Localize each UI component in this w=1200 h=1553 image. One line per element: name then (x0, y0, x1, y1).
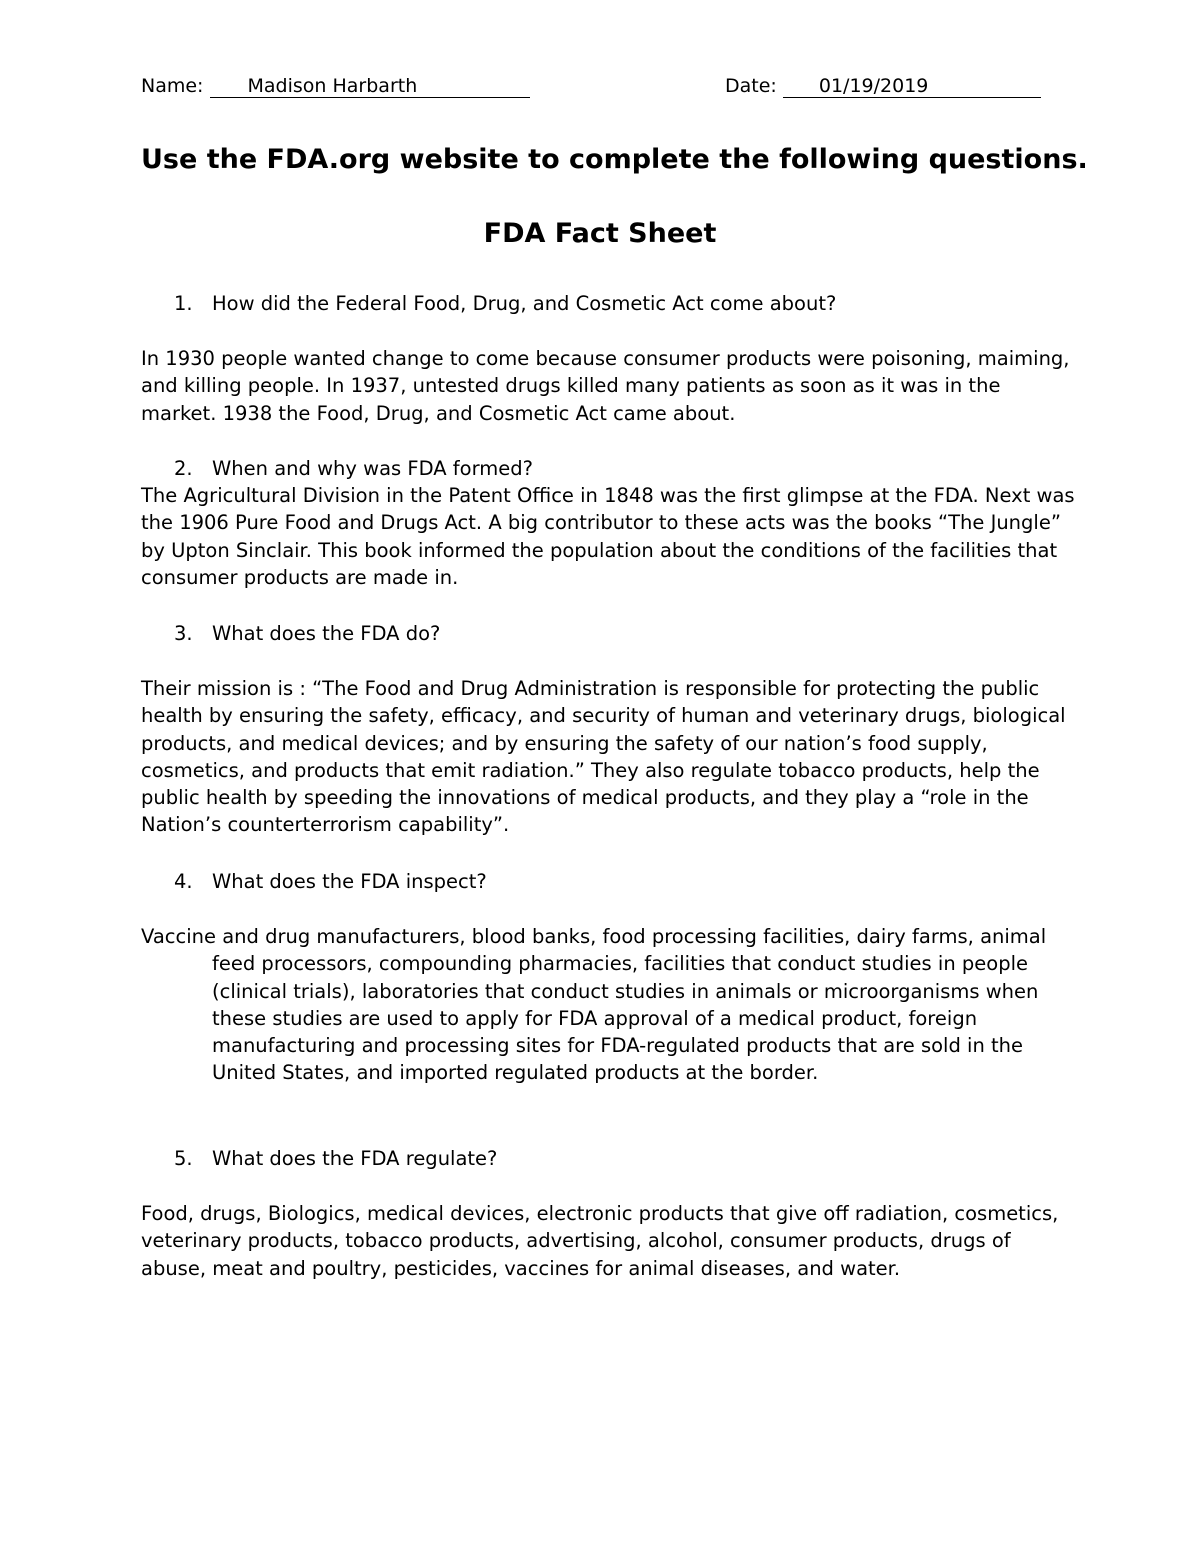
question-text: What does the FDA do? (212, 622, 441, 645)
answer-1: In 1930 people wanted change to come because consumer products were poisoning, maiming, and killing people. In 1937, untested drugs killed many patients as soon as it was in the market. 1938 the Food, Drug, and Cosmetic Act came about. (141, 347, 1070, 425)
question-number: 2. (174, 457, 193, 480)
question-number: 3. (174, 622, 193, 645)
question-text: What does the FDA regulate? (212, 1147, 498, 1170)
question-2 (174, 455, 1074, 482)
answer-4: Vaccine and drug manufacturers, blood banks, food processing facilities, dairy farms, animal feed processors, compounding pharmacies, facilities that conduct studies in people (clinical trials), laboratories that conduct studies in animals or microorganisms when these studies are used to apply for FDA approval of a medical product, foreign manufacturing and processing sites for FDA-regulated products that are sold in the United States, and imported regulated products at the border. (141, 925, 1047, 1085)
header-row (141, 72, 1061, 102)
answer-3: Their mission is : “The Food and Drug Administration is responsible for protecting the public health by ensuring the safety, efficacy, and security of human and veterinary drugs, biological products, and medical devices; and by ensuring the safety of our nation’s food supply, cosmetics, and products that emit radiation.” They also regulate tobacco products, help the public health by speeding the innovations of medical products, and they play a “role in the Nation’s counterterrorism capability”. (141, 677, 1066, 837)
question-3 (174, 620, 1074, 647)
date-field (725, 72, 1041, 100)
question-5 (174, 1145, 1074, 1172)
question-1 (174, 290, 1074, 317)
question-number: 1. (174, 292, 193, 315)
question-4 (174, 868, 1074, 895)
name-field (141, 72, 530, 100)
answer-5: Food, drugs, Biologics, medical devices, electronic products that give off radiation, cosmetics, veterinary products, tobacco products, advertising, alcohol, consumer products, drugs of abuse, meat and poultry, pesticides, vaccines for animal diseases, and water. (141, 1202, 1059, 1280)
name-value: Madison Harbarth (210, 75, 530, 98)
answer-2: The Agricultural Division in the Patent Office in 1848 was the first glimpse at the FDA. Next was the 1906 Pure Food and Drugs Act. A big contributor to these acts was the books “The Jungle” by Upton Sinclair. This book informed the population about the conditions of the facilities that consumer products are made in. (141, 484, 1075, 589)
name-label: Name: (141, 75, 204, 97)
question-text: When and why was FDA formed? (212, 457, 533, 480)
question-text: What does the FDA inspect? (212, 870, 487, 893)
question-number: 4. (174, 870, 193, 893)
instruction-heading: Use the FDA.org website to complete the following questions. (141, 144, 1088, 175)
question-number: 5. (174, 1147, 193, 1170)
date-label: Date: (725, 75, 777, 97)
page-title: FDA Fact Sheet (483, 218, 717, 249)
question-text: How did the Federal Food, Drug, and Cosmetic Act come about? (212, 292, 837, 315)
date-value: 01/19/2019 (783, 75, 1041, 98)
